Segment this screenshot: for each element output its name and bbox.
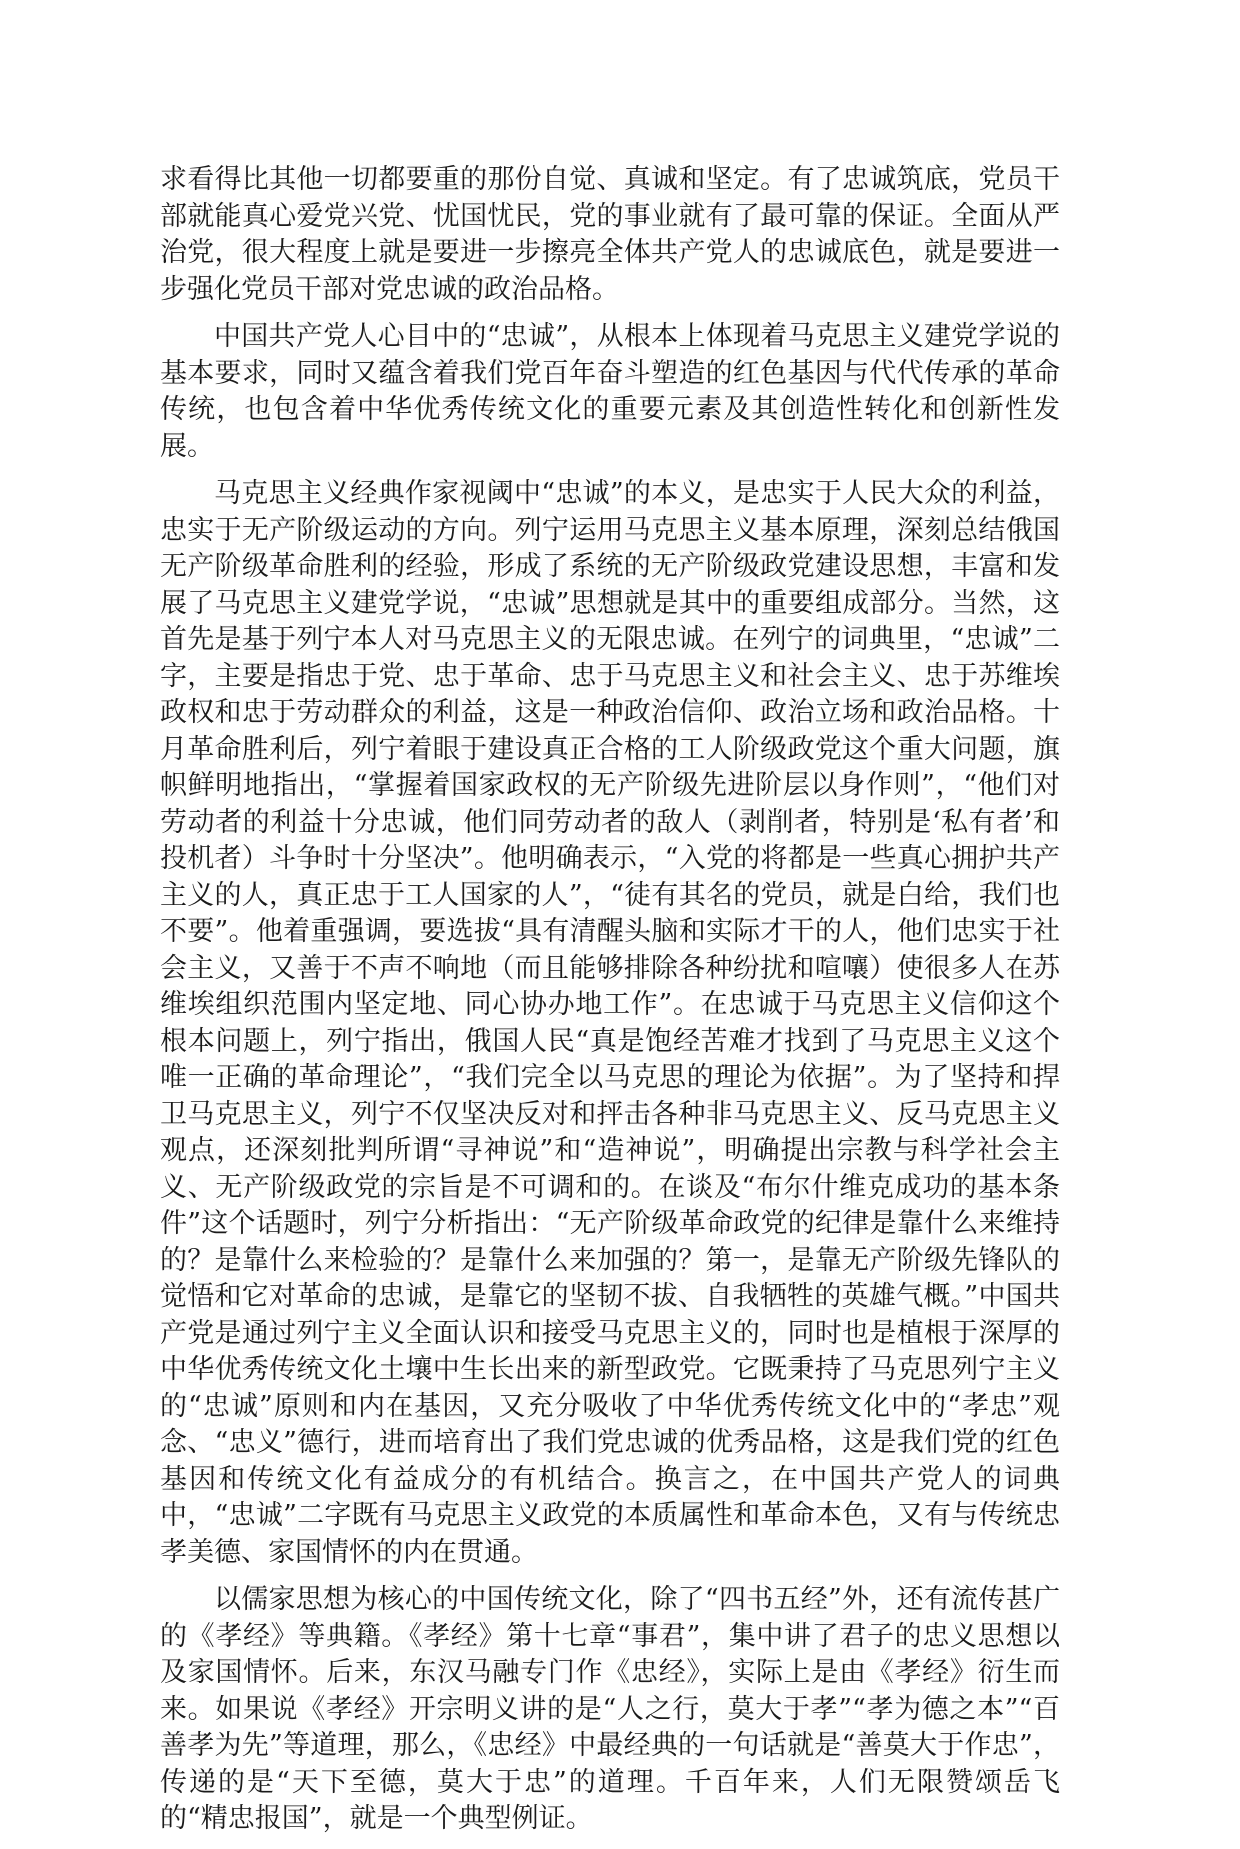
- paragraph-4: 以儒家思想为核心的中国传统文化，除了“四书五经”外，还有流传甚广的《孝经》等典籍。《孝经》第十七章“事君”，集中讲了君子的忠义思想以及家国情怀。后来，东汉马融专门作《忠经》，实际上是由《孝经》衍生而来。如果说《孝经》开宗明义讲的是“人之行，莫大于孝”“孝为德之本”“百善孝为先”等道理，那么，《忠经》中最经典的一句话就是“善莫大于作忠”，传递的是“天下至德，莫大于忠”的道理。千百年来，人们无限赞颂岳飞的“精忠报国”，就是一个典型例证。: [160, 1584, 1060, 1834]
- paragraph-1: 求看得比其他一切都要重的那份自觉、真诚和坚定。有了忠诚筑底，党员干部就能真心爱党兴党、忧国忧民，党的事业就有了最可靠的保证。全面从严治党，很大程度上就是要进一步擦亮全体共产党人的忠诚底色，就是要进一步强化党员干部对党忠诚的政治品格。: [160, 164, 1060, 305]
- paragraph-2: 中国共产党人心目中的“忠诚”，从根本上体现着马克思主义建党学说的基本要求，同时又蕴含着我们党百年奋斗塑造的红色基因与代代传承的革命传统，也包含着中华优秀传统文化的重要元素及其创造性转化和创新性发展。: [160, 321, 1060, 462]
- paragraph-3: 马克思主义经典作家视阈中“忠诚”的本义，是忠实于人民大众的利益，忠实于无产阶级运动的方向。列宁运用马克思主义基本原理，深刻总结俄国无产阶级革命胜利的经验，形成了系统的无产阶级政党建设思想，丰富和发展了马克思主义建党学说，“忠诚”思想就是其中的重要组成部分。当然，这首先是基于列宁本人对马克思主义的无限忠诚。在列宁的词典里，“忠诚”二字，主要是指忠于党、忠于革命、忠于马克思主义和社会主义、忠于苏维埃政权和忠于劳动群众的利益，这是一种政治信仰、政治立场和政治品格。十月革命胜利后，列宁着眼于建设真正合格的工人阶级政党这个重大问题，旗帜鲜明地指出，“掌握着国家政权的无产阶级先进阶层以身作则”，“他们对劳动者的利益十分忠诚，他们同劳动者的敌人（剥削者，特别是‘私有者’和投机者）斗争时十分坚决”。他明确表示，“入党的将都是一些真心拥护共产主义的人，真正忠于工人国家的人”，“徒有其名的党员，就是白给，我们也不要”。他着重强调，要选拔“具有清醒头脑和实际才干的人，他们忠实于社会主义，又善于不声不响地（而且能够排除各种纷扰和喧嚷）使很多人在苏维埃组织范围内坚定地、同心协办地工作”。在忠诚于马克思主义信仰这个根本问题上，列宁指出，俄国人民“真是饱经苦难才找到了马克思主义这个唯一正确的革命理论”，“我们完全以马克思的理论为依据”。为了坚持和捍卫马克思主义，列宁不仅坚决反对和抨击各种非马克思主义、反马克思主义观点，还深刻批判所谓“寻神说”和“造神说”，明确提出宗教与科学社会主义、无产阶级政党的宗旨是不可调和的。在谈及“布尔什维克成功的基本条件”这个话题时，列宁分析指出：“无产阶级革命政党的纪律是靠什么来维持的？是靠什么来检验的？是靠什么来加强的？第一，是靠无产阶级先锋队的觉悟和它对革命的忠诚，是靠它的坚韧不拔、自我牺牲的英雄气概。”中国共产党是通过列宁主义全面认识和接受马克思主义的，同时也是植根于深厚的中华优秀传统文化土壤中生长出来的新型政党。它既秉持了马克思列宁主义的“忠诚”原则和内在基因，又充分吸收了中华优秀传统文化中的“孝忠”观念、“忠义”德行，进而培育出了我们党忠诚的优秀品格，这是我们党的红色基因和传统文化有益成分的有机结合。换言之，在中国共产党人的词典中，“忠诚”二字既有马克思主义政党的本质属性和革命本色，又有与传统忠孝美德、家国情怀的内在贯通。: [160, 478, 1060, 1568]
- document-page: [160, 162, 1060, 1849]
